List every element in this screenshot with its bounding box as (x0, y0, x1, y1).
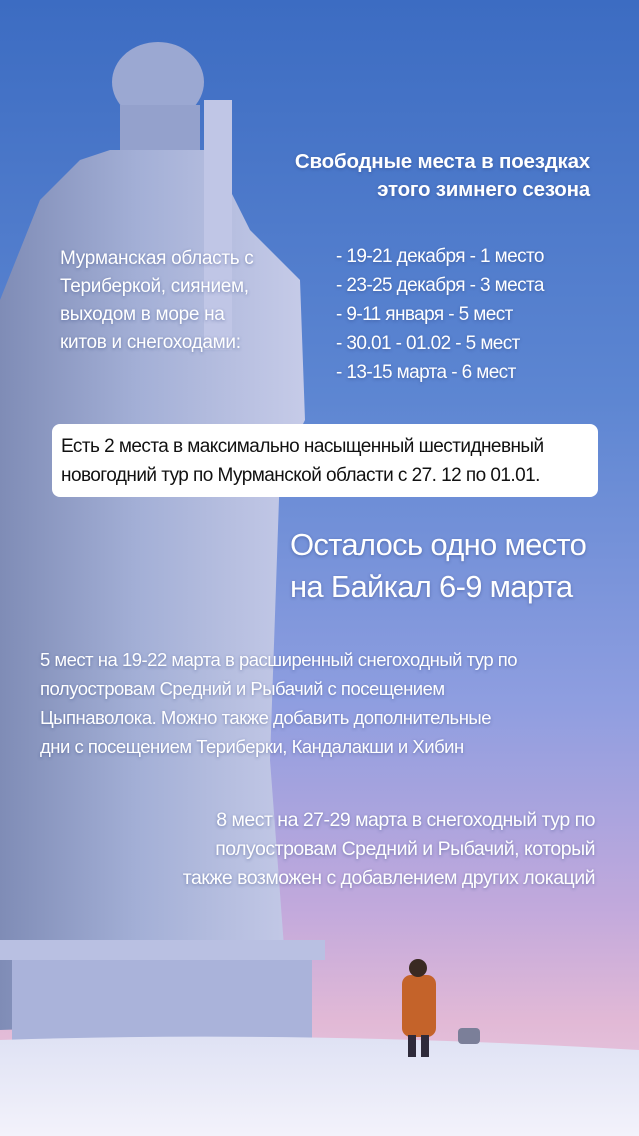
season-title (230, 148, 590, 204)
title-line: этого зимнего сезона (377, 178, 590, 201)
sled-tour-1-line: полуостровам Средний и Рыбачий с посещением (40, 678, 445, 699)
sled-tour-1-line: 5 мест на 19-22 марта в расширенный снегоходный тур по (40, 649, 518, 670)
new-year-tour-card (52, 424, 598, 497)
date-item: - 23-25 декабря - 3 места (336, 275, 544, 296)
sled-tour-1-line: дни с посещением Териберки, Кандалакши и Хибин (40, 736, 464, 757)
snowmobile-tour (60, 806, 595, 893)
baikal-announcement (290, 524, 586, 608)
date-item: - 30.01 - 01.02 - 5 мест (336, 333, 520, 354)
card-line: Есть 2 места в максимально насыщенный шестидневный (61, 436, 544, 457)
title-line: Свободные места в поездках (294, 150, 590, 173)
region-line: китов и снегоходами: (60, 332, 241, 353)
sled-tour-2-line: также возможен с добавлением других локаций (182, 867, 595, 889)
distant-car (458, 1028, 480, 1044)
sled-tour-1-line: Цыпнаволока. Можно также добавить дополнительные (40, 707, 492, 728)
card-line: новогодний тур по Мурманской области с 27. 12 по 01.01. (61, 465, 540, 486)
extended-snowmobile-tour (40, 645, 600, 761)
region-line: Териберкой, сиянием, (60, 276, 249, 297)
region-line: выходом в море на (60, 304, 225, 325)
date-item: - 19-21 декабря - 1 место (336, 246, 544, 267)
murmansk-dates-list (336, 242, 544, 387)
date-item: - 13-15 марта - 6 мест (336, 362, 516, 383)
region-line: Мурманская область с (60, 248, 254, 269)
baikal-line: на Байкал 6-9 марта (290, 569, 573, 604)
date-item: - 9-11 января - 5 мест (336, 304, 513, 325)
sled-tour-2-line: полуостровам Средний и Рыбачий, который (215, 838, 595, 860)
murmansk-region-description (60, 245, 290, 357)
baikal-line: Осталось одно место (290, 527, 587, 562)
sled-tour-2-line: 8 мест на 27-29 марта в снегоходный тур по (216, 809, 595, 831)
